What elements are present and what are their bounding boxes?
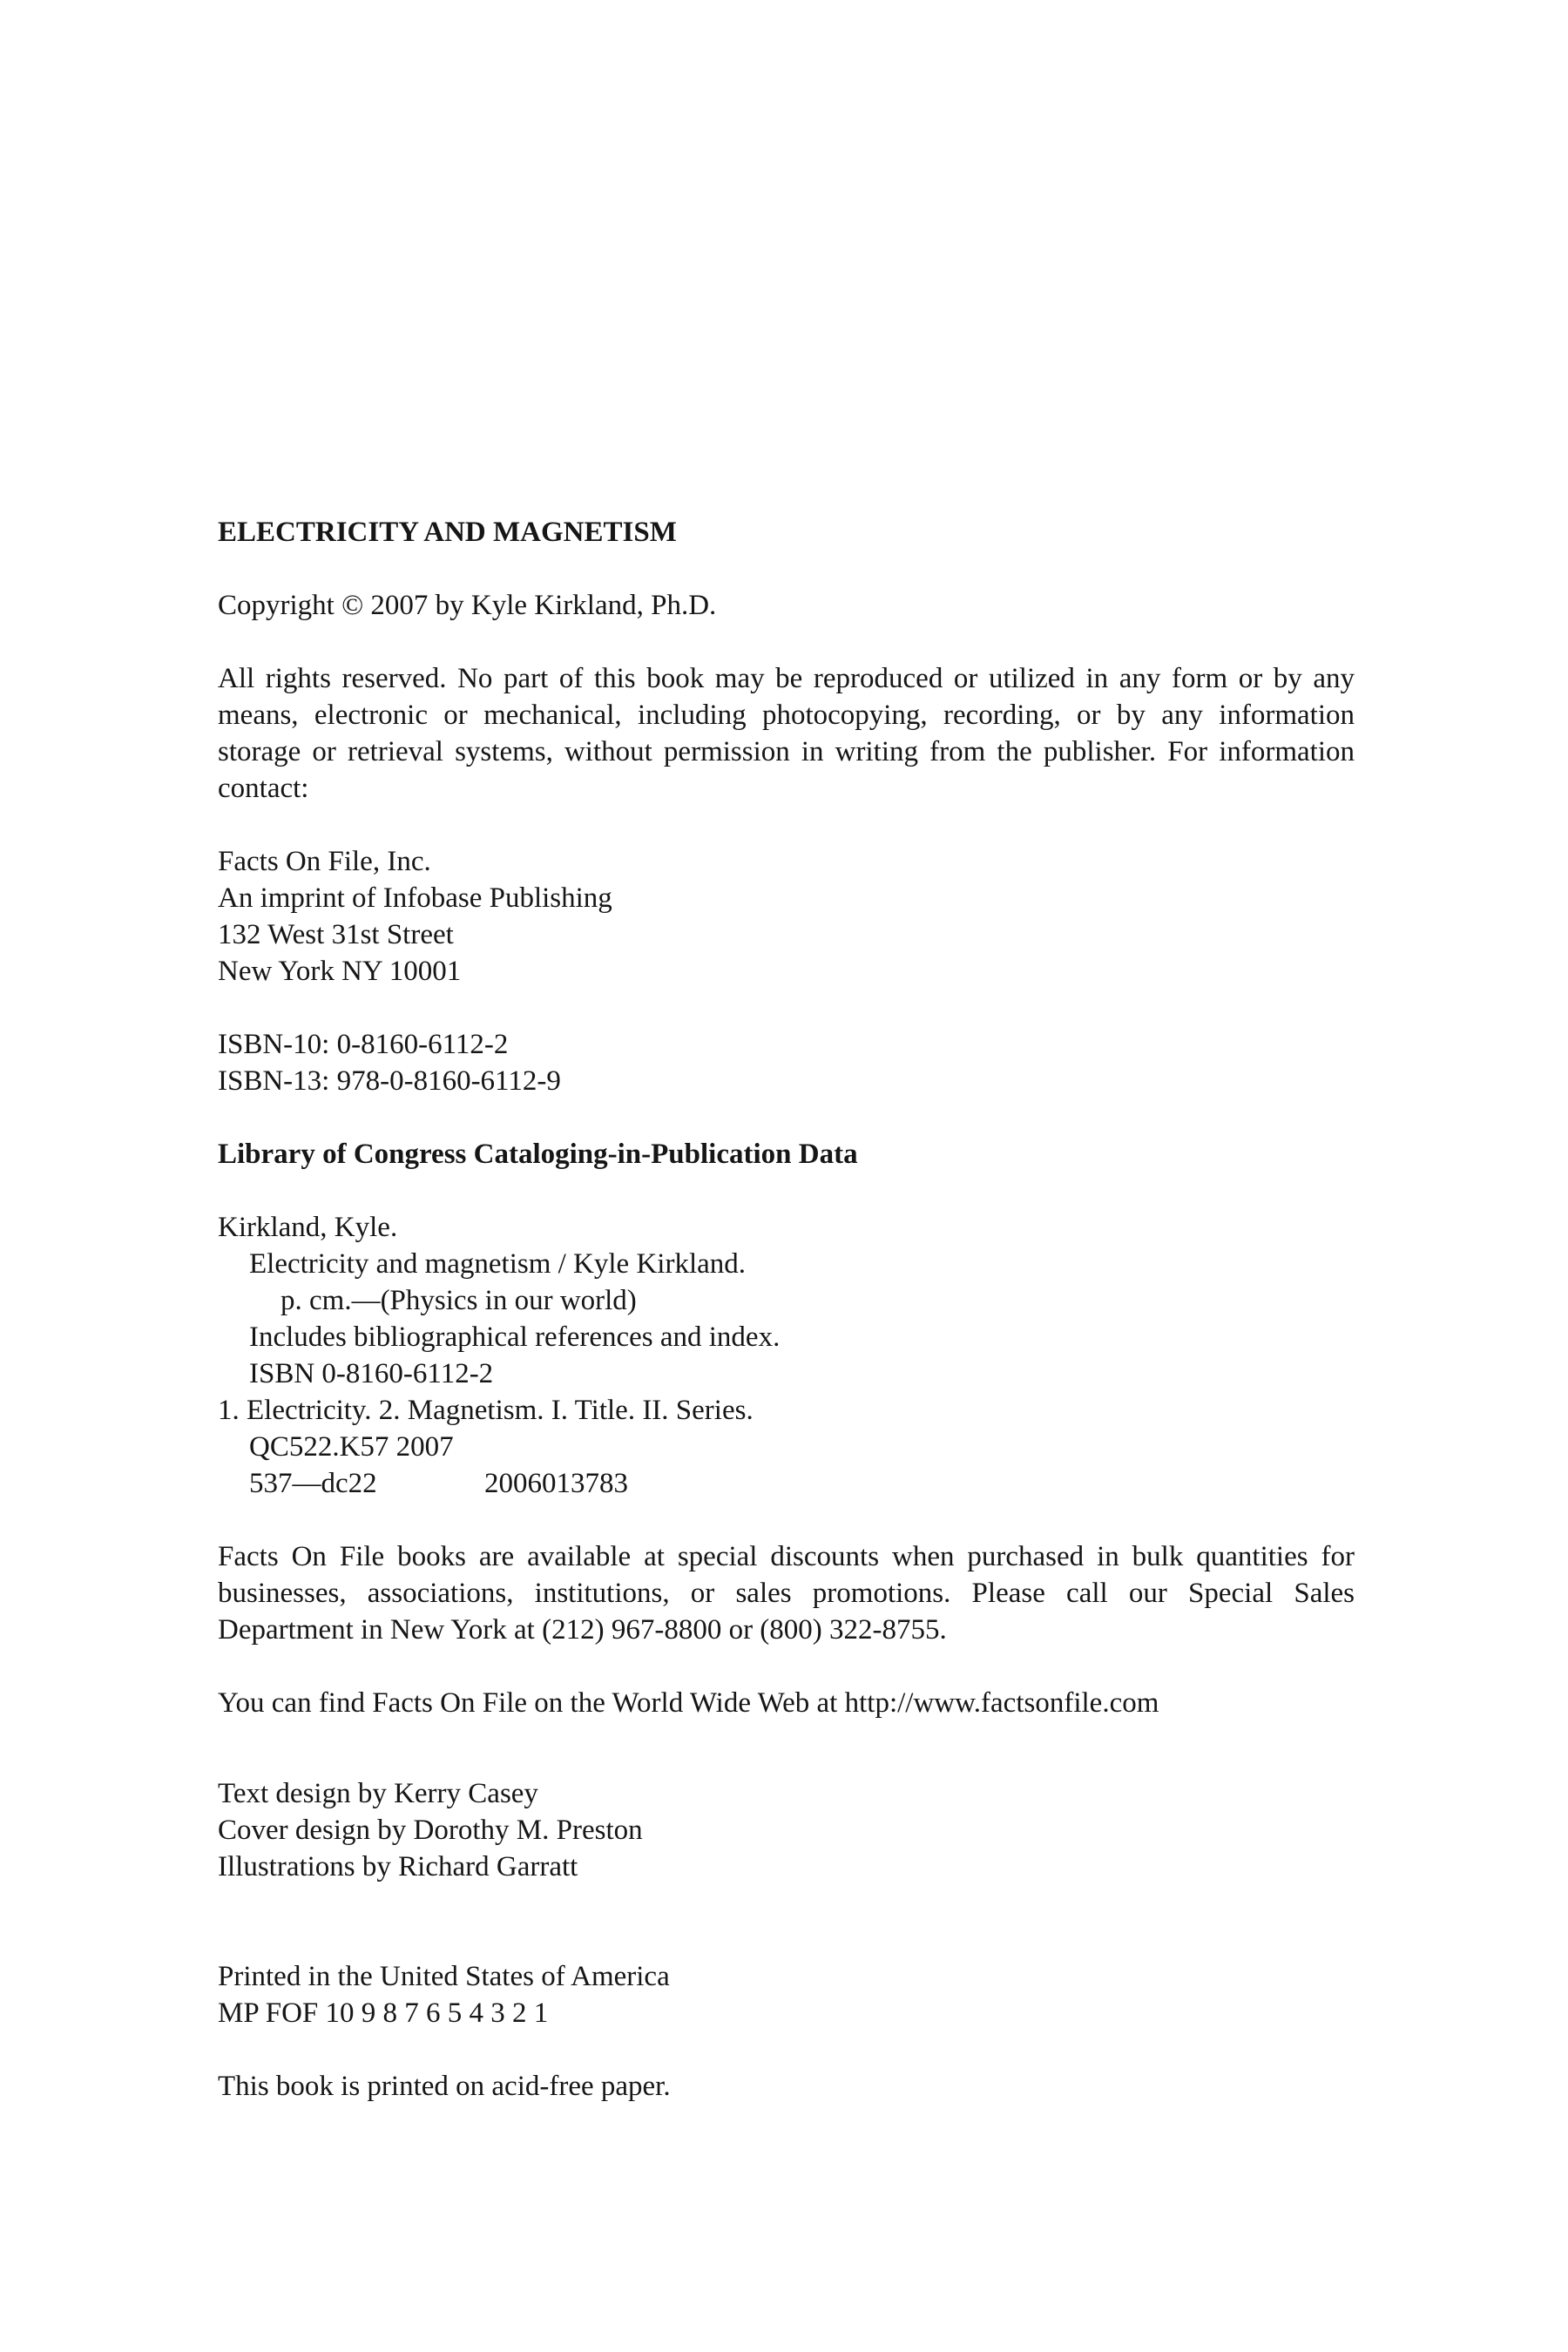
cip-heading: Library of Congress Cataloging-in-Publication Data (218, 1139, 858, 1170)
cip-record (218, 1209, 1355, 1502)
printed-in: Printed in the United States of America (218, 1961, 670, 1992)
cip-lccn: 2006013783 (484, 1468, 628, 1499)
cip-subjects: 1. Electricity. 2. Magnetism. I. Title. II. Series. (218, 1395, 754, 1426)
isbn-10: ISBN-10: 0-8160-6112-2 (218, 1029, 509, 1060)
illustrations-credit: Illustrations by Richard Garratt (218, 1851, 578, 1882)
paper-notice: This book is printed on acid-free paper. (218, 2071, 671, 2102)
cip-physical: p. cm.—(Physics in our world) (280, 1285, 637, 1316)
copyright-notice: Copyright © 2007 by Kyle Kirkland, Ph.D. (218, 590, 717, 621)
credits (218, 1775, 1355, 1885)
publisher-street: 132 West 31st Street (218, 919, 454, 950)
cip-notes: Includes bibliographical references and index. (249, 1321, 781, 1353)
cip-lc-class: QC522.K57 2007 (249, 1431, 454, 1463)
text-design-credit: Text design by Kerry Casey (218, 1778, 538, 1809)
web-notice: You can find Facts On File on the World Wide Web at http://www.factsonfile.com (218, 1687, 1159, 1719)
publisher-address (218, 843, 1355, 990)
rights-statement: All rights reserved. No part of this book may be reproduced or utilized in any form or by any means, electronic or mechanical, including photocopying, recording, or by any information storage or retrieval systems, without permission in writing from the publisher. For information contact: (218, 663, 1355, 804)
publisher-imprint: An imprint of Infobase Publishing (218, 882, 612, 914)
book-title: ELECTRICITY AND MAGNETISM (218, 517, 677, 548)
cip-title: Electricity and magnetism / Kyle Kirkland. (249, 1248, 747, 1280)
publisher-name: Facts On File, Inc. (218, 846, 431, 877)
isbn-13: ISBN-13: 978-0-8160-6112-9 (218, 1065, 561, 1097)
isbn-block (218, 1026, 1355, 1099)
cip-dewey: 537—dc22 (249, 1468, 377, 1499)
cip-classification (218, 1465, 1355, 1502)
cip-isbn: ISBN 0-8160-6112-2 (249, 1358, 494, 1389)
printer-line: MP FOF 10 9 8 7 6 5 4 3 2 1 (218, 1997, 549, 2029)
cip-author: Kirkland, Kyle. (218, 1212, 398, 1243)
publisher-city: New York NY 10001 (218, 956, 462, 987)
printing-info (218, 1958, 1355, 2105)
special-sales: Facts On File books are available at special discounts when purchased in bulk quantities for businesses, associations, institutions, or sales promotions. Please call our Special Sales Department in New York at (212) 967-8800 or (800) 322-8755. (218, 1541, 1355, 1646)
cover-design-credit: Cover design by Dorothy M. Preston (218, 1815, 643, 1846)
copyright-page (218, 514, 1355, 2105)
